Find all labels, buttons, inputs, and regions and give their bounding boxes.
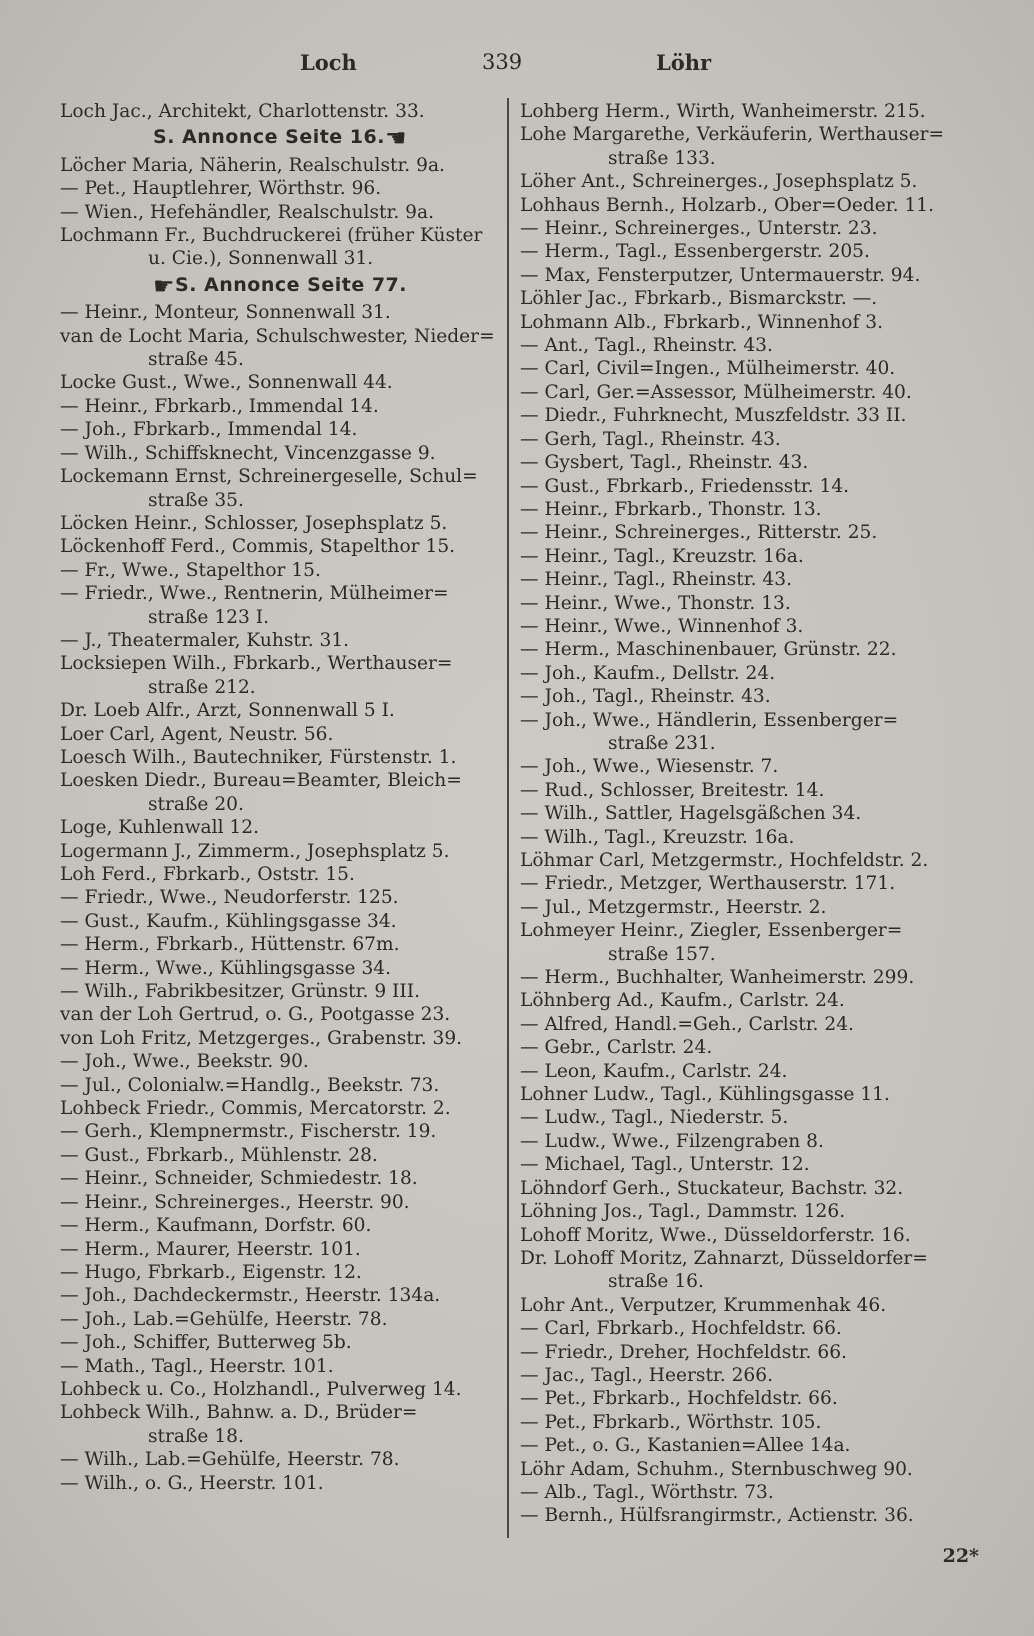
directory-entry: — Max, Fensterputzer, Untermauerstr. 94. (520, 264, 921, 286)
directory-entry: — Friedr., Dreher, Hochfeldstr. 66. (520, 1341, 847, 1363)
directory-entry: — Heinr., Tagl., Kreuzstr. 16a. (520, 545, 804, 567)
directory-entry: Loesch Wilh., Bautechniker, Fürstenstr. 1. (60, 746, 457, 768)
directory-entry: — Herm., Buchhalter, Wanheimerstr. 299. (520, 967, 915, 989)
directory-entry: Locke Gust., Wwe., Sonnenwall 44. (60, 372, 393, 394)
directory-entry: — Joh., Tagl., Rheinstr. 43. (520, 686, 771, 708)
directory-entry: van de Locht Maria, Schulschwester, Nieder= (60, 325, 495, 347)
directory-entry: Logermann J., Zimmerm., Josephsplatz 5. (60, 840, 450, 862)
directory-entry: — Carl, Civil=Ingen., Mülheimerstr. 40. (520, 358, 896, 380)
directory-entry: — Heinr., Wwe., Thonstr. 13. (520, 592, 791, 614)
directory-entry: — Wilh., Tagl., Kreuzstr. 16a. (520, 826, 795, 848)
directory-entry: — Pet., o. G., Kastanien=Allee 14a. (520, 1435, 851, 1457)
left-column (60, 100, 500, 1495)
directory-entry: — Gerh., Klempnermstr., Fischerstr. 19. (60, 1121, 437, 1143)
directory-entry: — Wilh., Lab.=Gehülfe, Heerstr. 78. (60, 1449, 400, 1471)
directory-entry: Lockemann Ernst, Schreinergeselle, Schul= (60, 466, 478, 488)
directory-entry-continuation: straße 35. (148, 489, 244, 511)
directory-entry: — Heinr., Schreinerges., Unterstr. 23. (520, 218, 878, 240)
directory-entry: — Herm., Fbrkarb., Hüttenstr. 67m. (60, 934, 400, 956)
directory-entry: van der Loh Gertrud, o. G., Pootgasse 23. (60, 1004, 451, 1026)
directory-entry: Loge, Kuhlenwall 12. (60, 817, 260, 839)
directory-entry: — Friedr., Wwe., Rentnerin, Mülheimer= (60, 583, 449, 605)
directory-entry: — Pet., Fbrkarb., Wörthstr. 105. (520, 1411, 822, 1433)
pointing-hand-right-icon: ☛ (153, 271, 176, 300)
directory-entry: Löher Ant., Schreinerges., Josephsplatz 5. (520, 171, 918, 193)
directory-entry: — Wien., Hefehändler, Realschulstr. 9a. (60, 201, 434, 223)
directory-entry: Locksiepen Wilh., Fbrkarb., Werthauser= (60, 653, 453, 675)
directory-entry: — Jul., Metzgermstr., Heerstr. 2. (520, 896, 827, 918)
directory-entry: Lochmann Fr., Buchdruckerei (früher Küster (60, 225, 483, 247)
directory-entry: Loesken Diedr., Bureau=Beamter, Bleich= (60, 770, 462, 792)
directory-entry: — Joh., Schiffer, Butterweg 5b. (60, 1332, 352, 1354)
directory-entry: Lohbeck u. Co., Holzhandl., Pulverweg 14. (60, 1378, 462, 1400)
annonce-reference (60, 271, 500, 301)
directory-entry-continuation: straße 123 I. (148, 606, 269, 628)
directory-entry: — Alfred, Handl.=Geh., Carlstr. 24. (520, 1013, 854, 1035)
directory-entry: — Michael, Tagl., Unterstr. 12. (520, 1154, 810, 1176)
directory-entry: Löhmar Carl, Metzgermstr., Hochfeldstr. 2. (520, 850, 929, 871)
directory-entry: — Hugo, Fbrkarb., Eigenstr. 12. (60, 1261, 362, 1283)
directory-entry: — Herm., Maschinenbauer, Grünstr. 22. (520, 639, 897, 661)
directory-entry: — Ludw., Wwe., Filzengraben 8. (520, 1130, 824, 1152)
pointing-hand-left-icon: ☚ (384, 124, 407, 153)
directory-entry: Lohner Ludw., Tagl., Kühlingsgasse 11. (520, 1084, 890, 1106)
running-head-left: Loch (300, 50, 357, 75)
right-column (520, 100, 960, 1528)
running-head-right: Löhr (656, 50, 712, 75)
directory-entry: — Joh., Kaufm., Dellstr. 24. (520, 662, 776, 684)
directory-entry-continuation: u. Cie.), Sonnenwall 31. (148, 248, 374, 270)
directory-entry: — Herm., Tagl., Essenbergerstr. 205. (520, 241, 870, 263)
directory-entry: Loch Jac., Architekt, Charlottenstr. 33. (60, 101, 425, 122)
directory-entry: Dr. Loeb Alfr., Arzt, Sonnenwall 5 I. (60, 700, 395, 722)
directory-entry: — Heinr., Monteur, Sonnenwall 31. (60, 302, 391, 324)
directory-entry-continuation: straße 157. (608, 943, 716, 965)
annonce-text: S. Annonce Seite 77. (175, 273, 407, 296)
directory-entry: — Wilh., o. G., Heerstr. 101. (60, 1472, 324, 1494)
directory-entry: Löhr Adam, Schuhm., Sternbuschweg 90. (520, 1458, 913, 1480)
directory-entry: Löcken Heinr., Schlosser, Josephsplatz 5. (60, 512, 448, 534)
directory-entry: Lohbeck Wilh., Bahnw. a. D., Brüder= (60, 1402, 418, 1424)
directory-entry: — Fr., Wwe., Stapelthor 15. (60, 559, 321, 581)
directory-entry: — Leon, Kaufm., Carlstr. 24. (520, 1060, 788, 1082)
directory-entry: Löckenhoff Ferd., Commis, Stapelthor 15. (60, 536, 456, 558)
directory-entry: — Jul., Colonialw.=Handlg., Beekstr. 73. (60, 1074, 440, 1096)
directory-entry: — Carl, Ger.=Assessor, Mülheimerstr. 40. (520, 381, 912, 403)
directory-entry: — Gebr., Carlstr. 24. (520, 1037, 713, 1059)
directory-entry: — Carl, Fbrkarb., Hochfeldstr. 66. (520, 1318, 842, 1340)
directory-entry: — Jac., Tagl., Heerstr. 266. (520, 1364, 774, 1386)
column-divider (507, 98, 509, 1538)
directory-entry-continuation: straße 16. (608, 1271, 704, 1293)
directory-entry: — Herm., Maurer, Heerstr. 101. (60, 1238, 361, 1260)
signature-mark: 22* (942, 1545, 979, 1567)
directory-entry-continuation: straße 212. (148, 676, 256, 698)
directory-entry: — Wilh., Schiffsknecht, Vincenzgasse 9. (60, 442, 436, 464)
directory-entry: Löcher Maria, Näherin, Realschulstr. 9a. (60, 154, 445, 176)
directory-entry: Lohmeyer Heinr., Ziegler, Essenberger= (520, 920, 903, 942)
directory-entry: — Heinr., Schreinerges., Ritterstr. 25. (520, 522, 878, 544)
page-number: 339 (482, 50, 523, 74)
directory-entry: Lohe Margarethe, Verkäuferin, Werthauser= (520, 124, 945, 146)
directory-entry: — Ant., Tagl., Rheinstr. 43. (520, 335, 773, 357)
directory-entry: — Gysbert, Tagl., Rheinstr. 43. (520, 452, 809, 474)
directory-entry: — Wilh., Fabrikbesitzer, Grünstr. 9 III. (60, 981, 421, 1003)
directory-entry: Lohr Ant., Verputzer, Krummenhak 46. (520, 1294, 887, 1316)
directory-entry: — Joh., Fbrkarb., Immendal 14. (60, 419, 358, 441)
directory-entry: — Rud., Schlosser, Breitestr. 14. (520, 779, 825, 801)
directory-entry-continuation: straße 133. (608, 147, 716, 169)
directory-entry: — Gerh, Tagl., Rheinstr. 43. (520, 428, 781, 450)
directory-entry: Dr. Lohoff Moritz, Zahnarzt, Düsseldorfer= (520, 1247, 928, 1269)
directory-entry: — Alb., Tagl., Wörthstr. 73. (520, 1481, 774, 1503)
directory-entry: Löhler Jac., Fbrkarb., Bismarckstr. —. (520, 288, 878, 310)
directory-entry: — Herm., Kaufmann, Dorfstr. 60. (60, 1215, 372, 1237)
directory-entry: — Joh., Lab.=Gehülfe, Heerstr. 78. (60, 1308, 388, 1330)
directory-entry: — Heinr., Schreinerges., Heerstr. 90. (60, 1191, 410, 1213)
directory-entry: — Diedr., Fuhrknecht, Muszfeldstr. 33 II. (520, 405, 907, 427)
directory-entry: von Loh Fritz, Metzgerges., Grabenstr. 39. (60, 1027, 463, 1049)
directory-entry: Lohbeck Friedr., Commis, Mercatorstr. 2. (60, 1098, 451, 1120)
directory-entry: — Wilh., Sattler, Hagelsgäßchen 34. (520, 803, 862, 825)
directory-entry-continuation: straße 20. (148, 793, 244, 815)
directory-entry: — Heinr., Tagl., Rheinstr. 43. (520, 569, 792, 591)
directory-entry: — Heinr., Wwe., Winnenhof 3. (520, 615, 804, 637)
directory-entry: — Gust., Fbrkarb., Friedensstr. 14. (520, 475, 850, 497)
directory-entry: — Joh., Dachdeckermstr., Heerstr. 134a. (60, 1285, 441, 1307)
directory-entry: — Friedr., Wwe., Neudorferstr. 125. (60, 887, 399, 909)
directory-entry: Lohmann Alb., Fbrkarb., Winnenhof 3. (520, 311, 884, 333)
annonce-reference (60, 123, 500, 153)
directory-entry: — Friedr., Metzger, Werthauserstr. 171. (520, 873, 896, 895)
directory-entry: Lohberg Herm., Wirth, Wanheimerstr. 215. (520, 101, 926, 122)
directory-entry: Loh Ferd., Fbrkarb., Oststr. 15. (60, 864, 355, 885)
directory-entry: — Math., Tagl., Heerstr. 101. (60, 1355, 334, 1377)
directory-entry: — Gust., Fbrkarb., Mühlenstr. 28. (60, 1144, 378, 1166)
directory-entry: — Joh., Wwe., Beekstr. 90. (60, 1051, 309, 1073)
directory-entry: Löhning Jos., Tagl., Dammstr. 126. (520, 1201, 846, 1223)
directory-entry: Lohoff Moritz, Wwe., Düsseldorferstr. 16. (520, 1224, 911, 1246)
annonce-text: S. Annonce Seite 16. (153, 126, 385, 149)
directory-entry: Löhndorf Gerh., Stuckateur, Bachstr. 32. (520, 1177, 904, 1199)
directory-entry: — Heinr., Schneider, Schmiedestr. 18. (60, 1168, 418, 1190)
directory-entry: — Pet., Hauptlehrer, Wörthstr. 96. (60, 178, 382, 200)
directory-entry: — Joh., Wwe., Händlerin, Essenberger= (520, 709, 899, 731)
directory-entry: — Herm., Wwe., Kühlingsgasse 34. (60, 957, 392, 979)
directory-entry: Loer Carl, Agent, Neustr. 56. (60, 723, 334, 745)
directory-entry: Löhnberg Ad., Kaufm., Carlstr. 24. (520, 990, 845, 1012)
directory-entry: — Pet., Fbrkarb., Hochfeldstr. 66. (520, 1388, 838, 1410)
directory-entry: — Ludw., Tagl., Niederstr. 5. (520, 1107, 789, 1129)
directory-entry-continuation: straße 45. (148, 349, 244, 371)
directory-entry: — Gust., Kaufm., Kühlingsgasse 34. (60, 910, 397, 932)
directory-entry: Lohhaus Bernh., Holzarb., Ober=Oeder. 11. (520, 194, 935, 216)
directory-entry: — Heinr., Fbrkarb., Immendal 14. (60, 395, 379, 417)
directory-entry: — J., Theatermaler, Kuhstr. 31. (60, 629, 350, 651)
directory-entry-continuation: straße 18. (148, 1425, 244, 1447)
directory-entry-continuation: straße 231. (608, 732, 716, 754)
directory-entry: — Heinr., Fbrkarb., Thonstr. 13. (520, 498, 822, 520)
directory-entry: — Bernh., Hülfsrangirmstr., Actienstr. 36. (520, 1505, 914, 1527)
directory-entry: — Joh., Wwe., Wiesenstr. 7. (520, 756, 779, 778)
